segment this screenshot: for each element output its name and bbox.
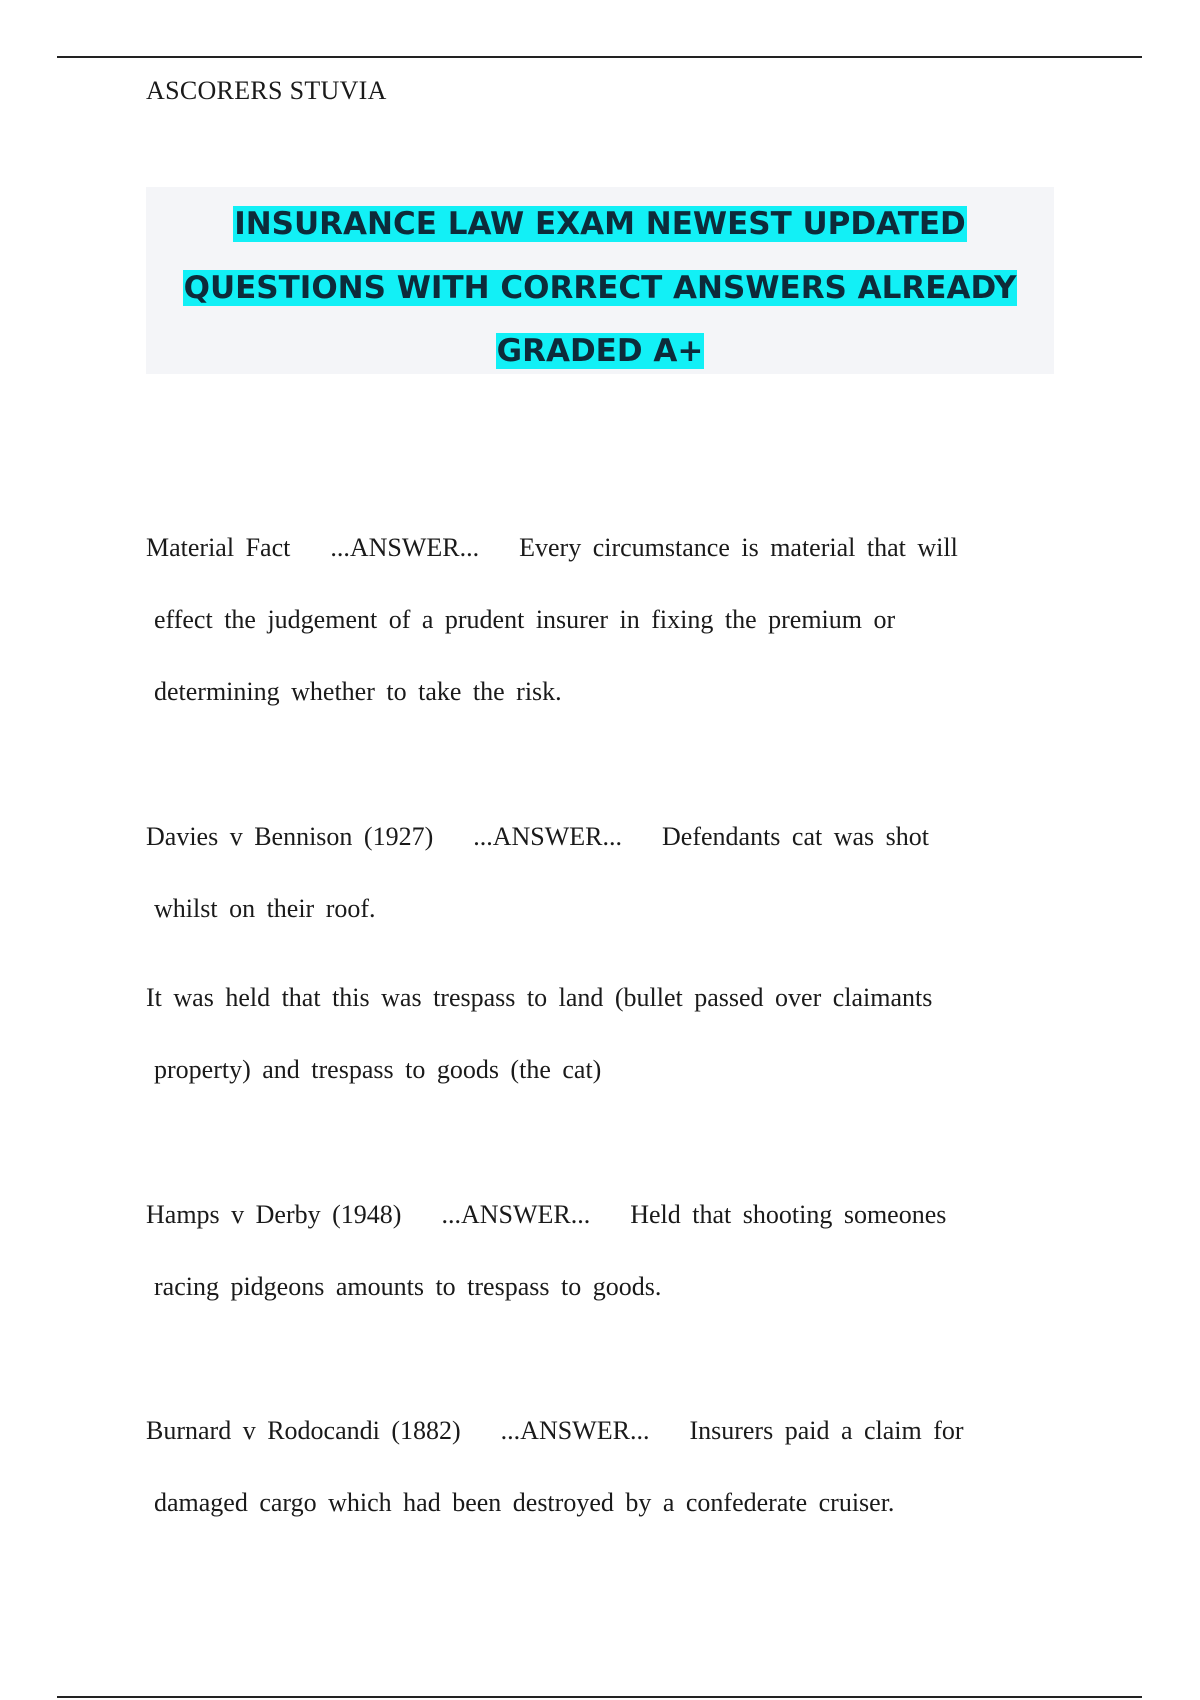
qa-note-line: property) and trespass to goods (the cat) — [154, 1055, 602, 1084]
qa-answer-line: damaged cargo which had been destroyed by a confederate cruiser. — [154, 1488, 895, 1517]
title-line-2: QUESTIONS WITH CORRECT ANSWERS ALREADY — [183, 269, 1017, 306]
qa-answer-line: determining whether to take the risk. — [154, 677, 562, 706]
qa-first-line — [146, 801, 1036, 873]
qa-answer-text: Held that shooting someones — [630, 1200, 947, 1229]
qa-entry-hamps-v-derby — [146, 1179, 1036, 1323]
qa-answer-marker: ...ANSWER... — [330, 533, 480, 562]
qa-answer-text: Insurers paid a claim for — [689, 1416, 964, 1445]
title-line-3: GRADED A+ — [496, 333, 704, 369]
qa-first-line — [146, 512, 1036, 584]
qa-entry-davies-v-bennison-note — [146, 962, 1036, 1106]
qa-answer-line: whilst on their roof. — [154, 894, 376, 923]
qa-term: Material Fact — [146, 533, 291, 562]
qa-answer-marker: ...ANSWER... — [500, 1416, 650, 1445]
qa-answer-line: racing pidgeons amounts to trespass to goods. — [154, 1272, 662, 1301]
document-header: ASCORERS STUVIA — [146, 76, 387, 105]
qa-first-line — [146, 1395, 1036, 1467]
qa-first-line — [146, 1179, 1036, 1251]
qa-entry-material-fact — [146, 512, 1036, 728]
qa-answer-text: Every circumstance is material that will — [519, 533, 958, 562]
qa-entry-davies-v-bennison — [146, 801, 1036, 945]
qa-note-line: It was held that this was trespass to land (bullet passed over claimants — [146, 983, 933, 1012]
qa-term: Hamps v Derby (1948) — [146, 1200, 402, 1229]
qa-answer-line: effect the judgement of a prudent insurer in fixing the premium or — [154, 605, 896, 634]
qa-entry-burnard-v-rodocandi — [146, 1395, 1036, 1539]
qa-term: Davies v Bennison (1927) — [146, 822, 434, 851]
title-line-1: INSURANCE LAW EXAM NEWEST UPDATED — [234, 206, 966, 242]
document-title — [146, 187, 1054, 384]
qa-term: Burnard v Rodocandi (1882) — [146, 1416, 461, 1445]
qa-answer-marker: ...ANSWER... — [473, 822, 623, 851]
qa-answer-text: Defendants cat was shot — [662, 822, 930, 851]
title-box — [146, 187, 1054, 374]
bottom-rule — [57, 1696, 1142, 1698]
qa-answer-marker: ...ANSWER... — [441, 1200, 591, 1229]
top-rule — [57, 56, 1142, 58]
